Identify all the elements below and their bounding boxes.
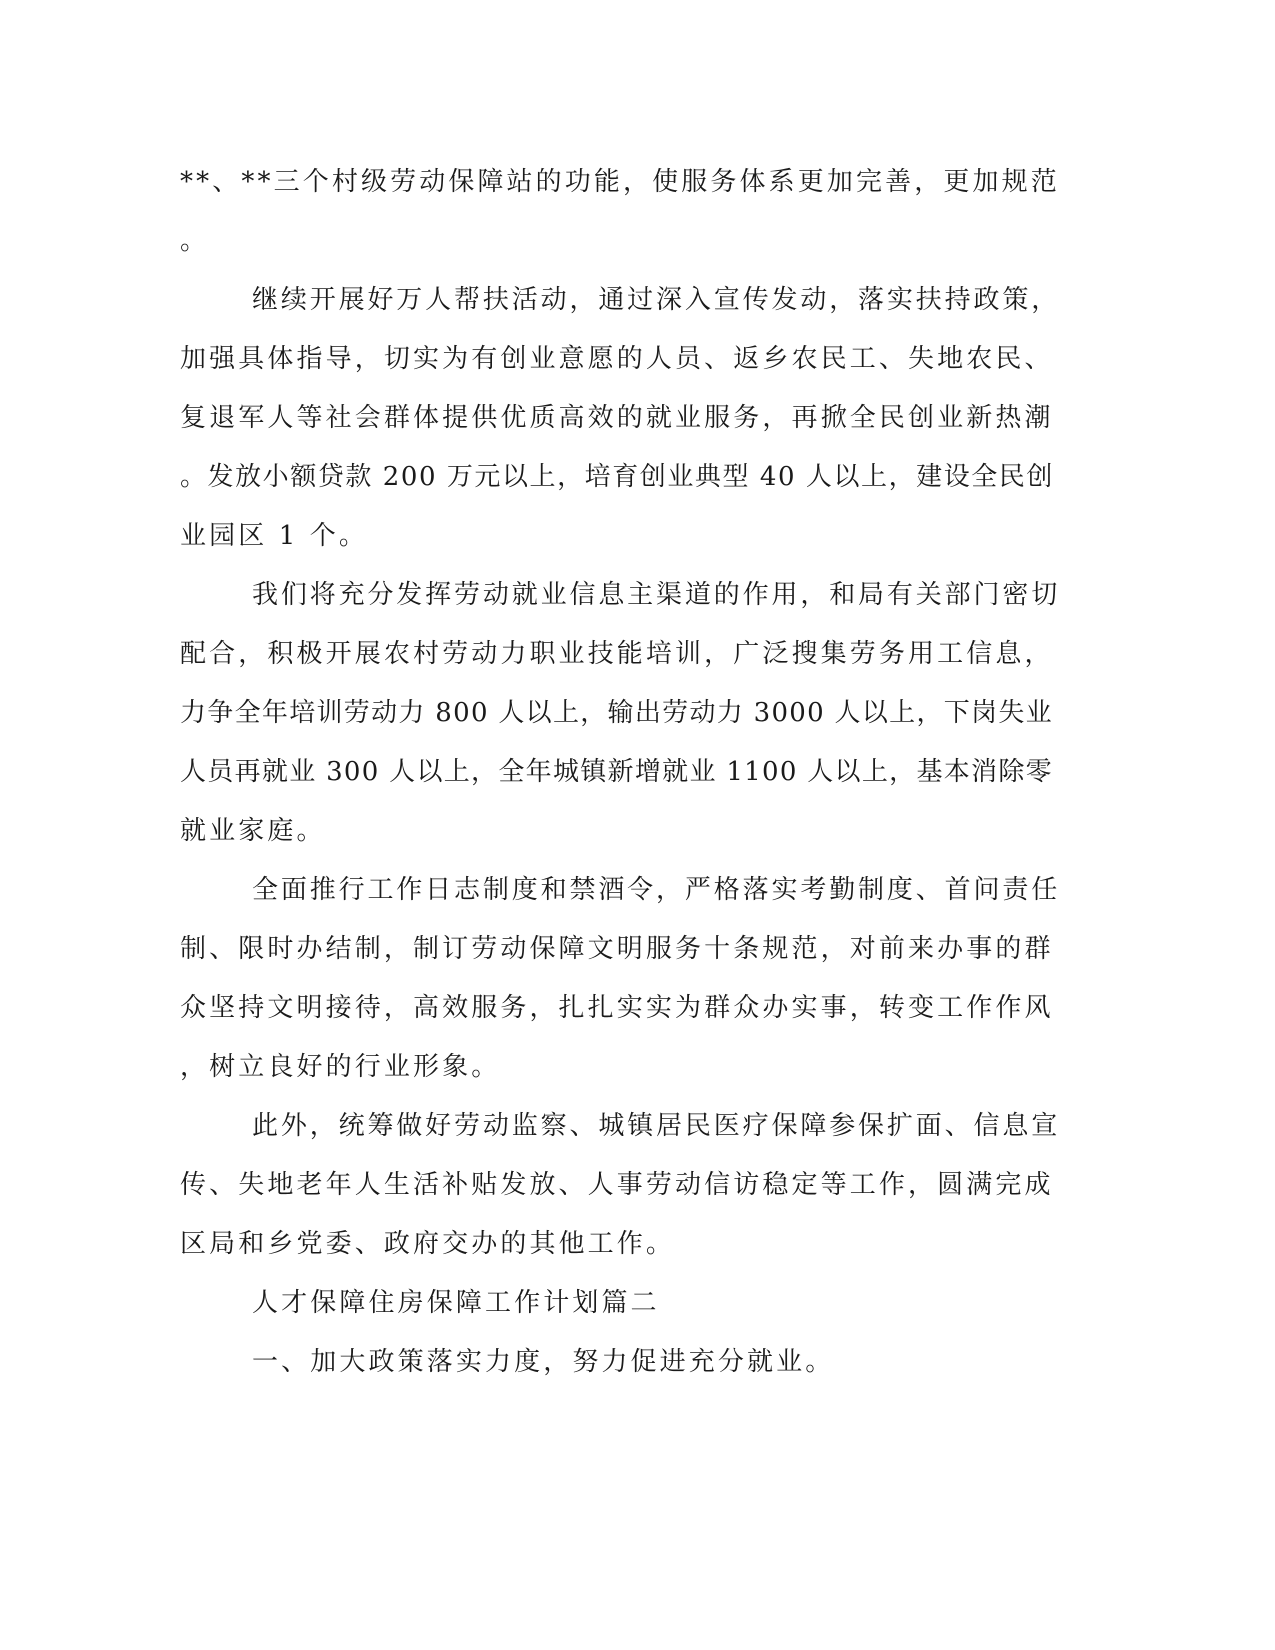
text-line: 。	[180, 226, 210, 256]
text-line: 区局和乡党委、政府交办的其他工作。	[180, 1229, 676, 1259]
text-line: 众坚持文明接待，高效服务，扎扎实实为群众办实事，转变工作作风	[180, 993, 1054, 1023]
text-line: 一、加大政策落实力度，努力促进充分就业。	[252, 1347, 835, 1377]
text-line: 制、限时办结制，制订劳动保障文明服务十条规范，对前来办事的群	[180, 934, 1054, 964]
text-line: 人员再就业 300 人以上，全年城镇新增就业 1100 人以上，基本消除零	[180, 757, 1053, 787]
text-line: 此外，统筹做好劳动监察、城镇居民医疗保障参保扩面、信息宣	[252, 1111, 1061, 1141]
text-line: 就业家庭。	[180, 816, 326, 846]
text-line: 力争全年培训劳动力 800 人以上，输出劳动力 3000 人以上，下岗失业	[180, 698, 1053, 728]
text-line: 继续开展好万人帮扶活动，通过深入宣传发动，落实扶持政策，	[252, 285, 1061, 315]
text-line: 加强具体指导，切实为有创业意愿的人员、返乡农民工、失地农民、	[180, 344, 1054, 374]
text-line: 人才保障住房保障工作计划篇二	[252, 1288, 660, 1318]
text-line: 复退军人等社会群体提供优质高效的就业服务，再掀全民创业新热潮	[180, 403, 1054, 433]
text-line: 。发放小额贷款 200 万元以上，培育创业典型 40 人以上，建设全民创	[180, 462, 1054, 492]
text-line: 配合，积极开展农村劳动力职业技能培训，广泛搜集劳务用工信息，	[180, 639, 1054, 669]
text-line: ，树立良好的行业形象。	[180, 1052, 501, 1082]
text-line: **、**三个村级劳动保障站的功能，使服务体系更加完善，更加规范	[180, 167, 1060, 197]
text-line: 传、失地老年人生活补贴发放、人事劳动信访稳定等工作，圆满完成	[180, 1170, 1054, 1200]
text-line: 全面推行工作日志制度和禁酒令，严格落实考勤制度、首问责任	[252, 875, 1061, 905]
text-line: 我们将充分发挥劳动就业信息主渠道的作用，和局有关部门密切	[252, 580, 1061, 610]
document-body	[180, 153, 1060, 1392]
text-line: 业园区 1 个。	[180, 521, 369, 551]
